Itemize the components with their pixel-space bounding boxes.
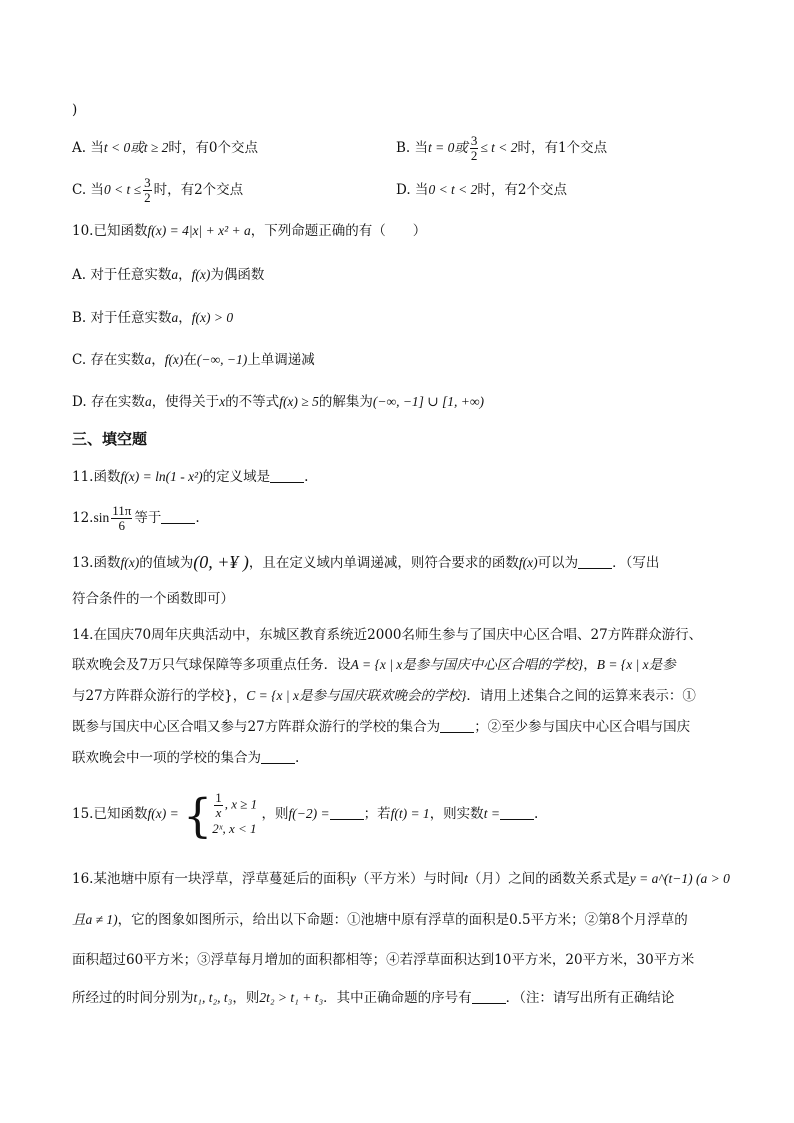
q10-option-d: D. 存在实数a，使得关于x的不等式f(x) ≥ 5的解集为(−∞, −1] ∪ [1, +∞) xyxy=(72,394,484,410)
q14-line1: 14.在国庆70周年庆典活动中，东城区教育系统近2000名师生参与了国庆中心区合唱、27方阵群众游行、 xyxy=(72,627,703,643)
q15: 15.已知函数f(x) = { $\frac{1}{x}$ , x ≥ 1 2ˣ, x < 1 ，则f(−2) = ；若f(t) = 1，则实数t = . xyxy=(72,788,539,842)
q16-line2: 且a ≠ 1)，它的图象如图所示，给出以下命题：①池塘中原有浮草的面积是0.5平方米；②第8个月浮草的 xyxy=(72,912,688,928)
q14-line3: 与27方阵群众游行的学校}，C = {x | x是参与国庆联欢晚会的学校}．请用上述集合之间的运算来表示：① xyxy=(72,688,696,704)
q13-line1: 13.函数f(x)的值域为(0, +¥ )，且在定义域内单调递减，则符合要求的函数f(x)可以为 ．（写出 xyxy=(72,552,660,572)
q9-option-b: B. 当t = 0或 $\frac{3}{2}$ ≤ t < 2时，有1个交点 xyxy=(396,133,608,163)
answer-blank[interactable] xyxy=(500,805,534,820)
q14-line4: 既参与国庆中心区合唱又参与27方阵群众游行的学校的集合为 ；②至少参与国庆中心区合唱与国庆 xyxy=(72,719,691,735)
q10-stem: 10.已知函数f(x) = 4|x| + x² + a，下列命题正确的有（ ） xyxy=(72,223,427,239)
answer-blank[interactable] xyxy=(270,468,304,483)
q14-line2: 联欢晚会及7万只气球保障等多项重点任务．设A = {x | x是参与国庆中心区合唱的学校}，B = {x | x是参 xyxy=(72,657,676,673)
q9-option-d: D. 当0 < t < 2时，有2个交点 xyxy=(396,182,568,198)
q10-option-a: A. 对于任意实数a，f(x)为偶函数 xyxy=(72,267,265,283)
answer-blank[interactable] xyxy=(261,749,295,764)
answer-blank[interactable] xyxy=(440,718,474,733)
q9-paren: ) xyxy=(72,102,78,118)
q11: 11.函数f(x) = ln(1 - x²)的定义域是 . xyxy=(72,469,309,485)
answer-blank[interactable] xyxy=(578,554,612,569)
section-title: 三、填空题 xyxy=(72,430,148,448)
q14-line5: 联欢晚会中一项的学校的集合为 . xyxy=(72,750,300,766)
q9-option-a: A. 当t < 0或t ≥ 2时，有0个交点 xyxy=(72,140,258,156)
q10-option-b: B. 对于任意实数a，f(x) > 0 xyxy=(72,310,234,326)
answer-blank[interactable] xyxy=(161,509,195,524)
q10-option-c: C. 存在实数a，f(x)在(−∞, −1)上单调递减 xyxy=(72,352,315,368)
q16-line3: 面积超过60平方米；③浮草每月增加的面积都相等；④若浮草面积达到10平方米，20平方米，30平方米 xyxy=(72,952,695,968)
piecewise-brace: { xyxy=(183,788,213,842)
q12: 12.sin $\frac{11\pi}{6}$ 等于 . xyxy=(72,503,200,533)
q13-line2: 符合条件的一个函数即可） xyxy=(72,591,234,607)
q16-line1: 16.某池塘中原有一块浮草，浮草蔓延后的面积y（平方米）与时间t（月）之间的函数关系式是y = a^(t−1) (a > 0 xyxy=(72,871,730,887)
answer-blank[interactable] xyxy=(330,805,364,820)
piecewise-cases: $\frac{1}{x}$ , x ≥ 1 2ˣ, x < 1 xyxy=(212,790,258,836)
answer-blank[interactable] xyxy=(472,989,506,1004)
q9-option-c: C. 当0 < t ≤ $\frac{3}{2}$ 时，有2个交点 xyxy=(72,175,244,205)
q16-line4: 所经过的时间分别为t₁, t₂, t₃，则2t₂ > t₁ + t₃．其中正确命题的序号有 ．（注：请写出所有正确结论 xyxy=(72,990,675,1006)
